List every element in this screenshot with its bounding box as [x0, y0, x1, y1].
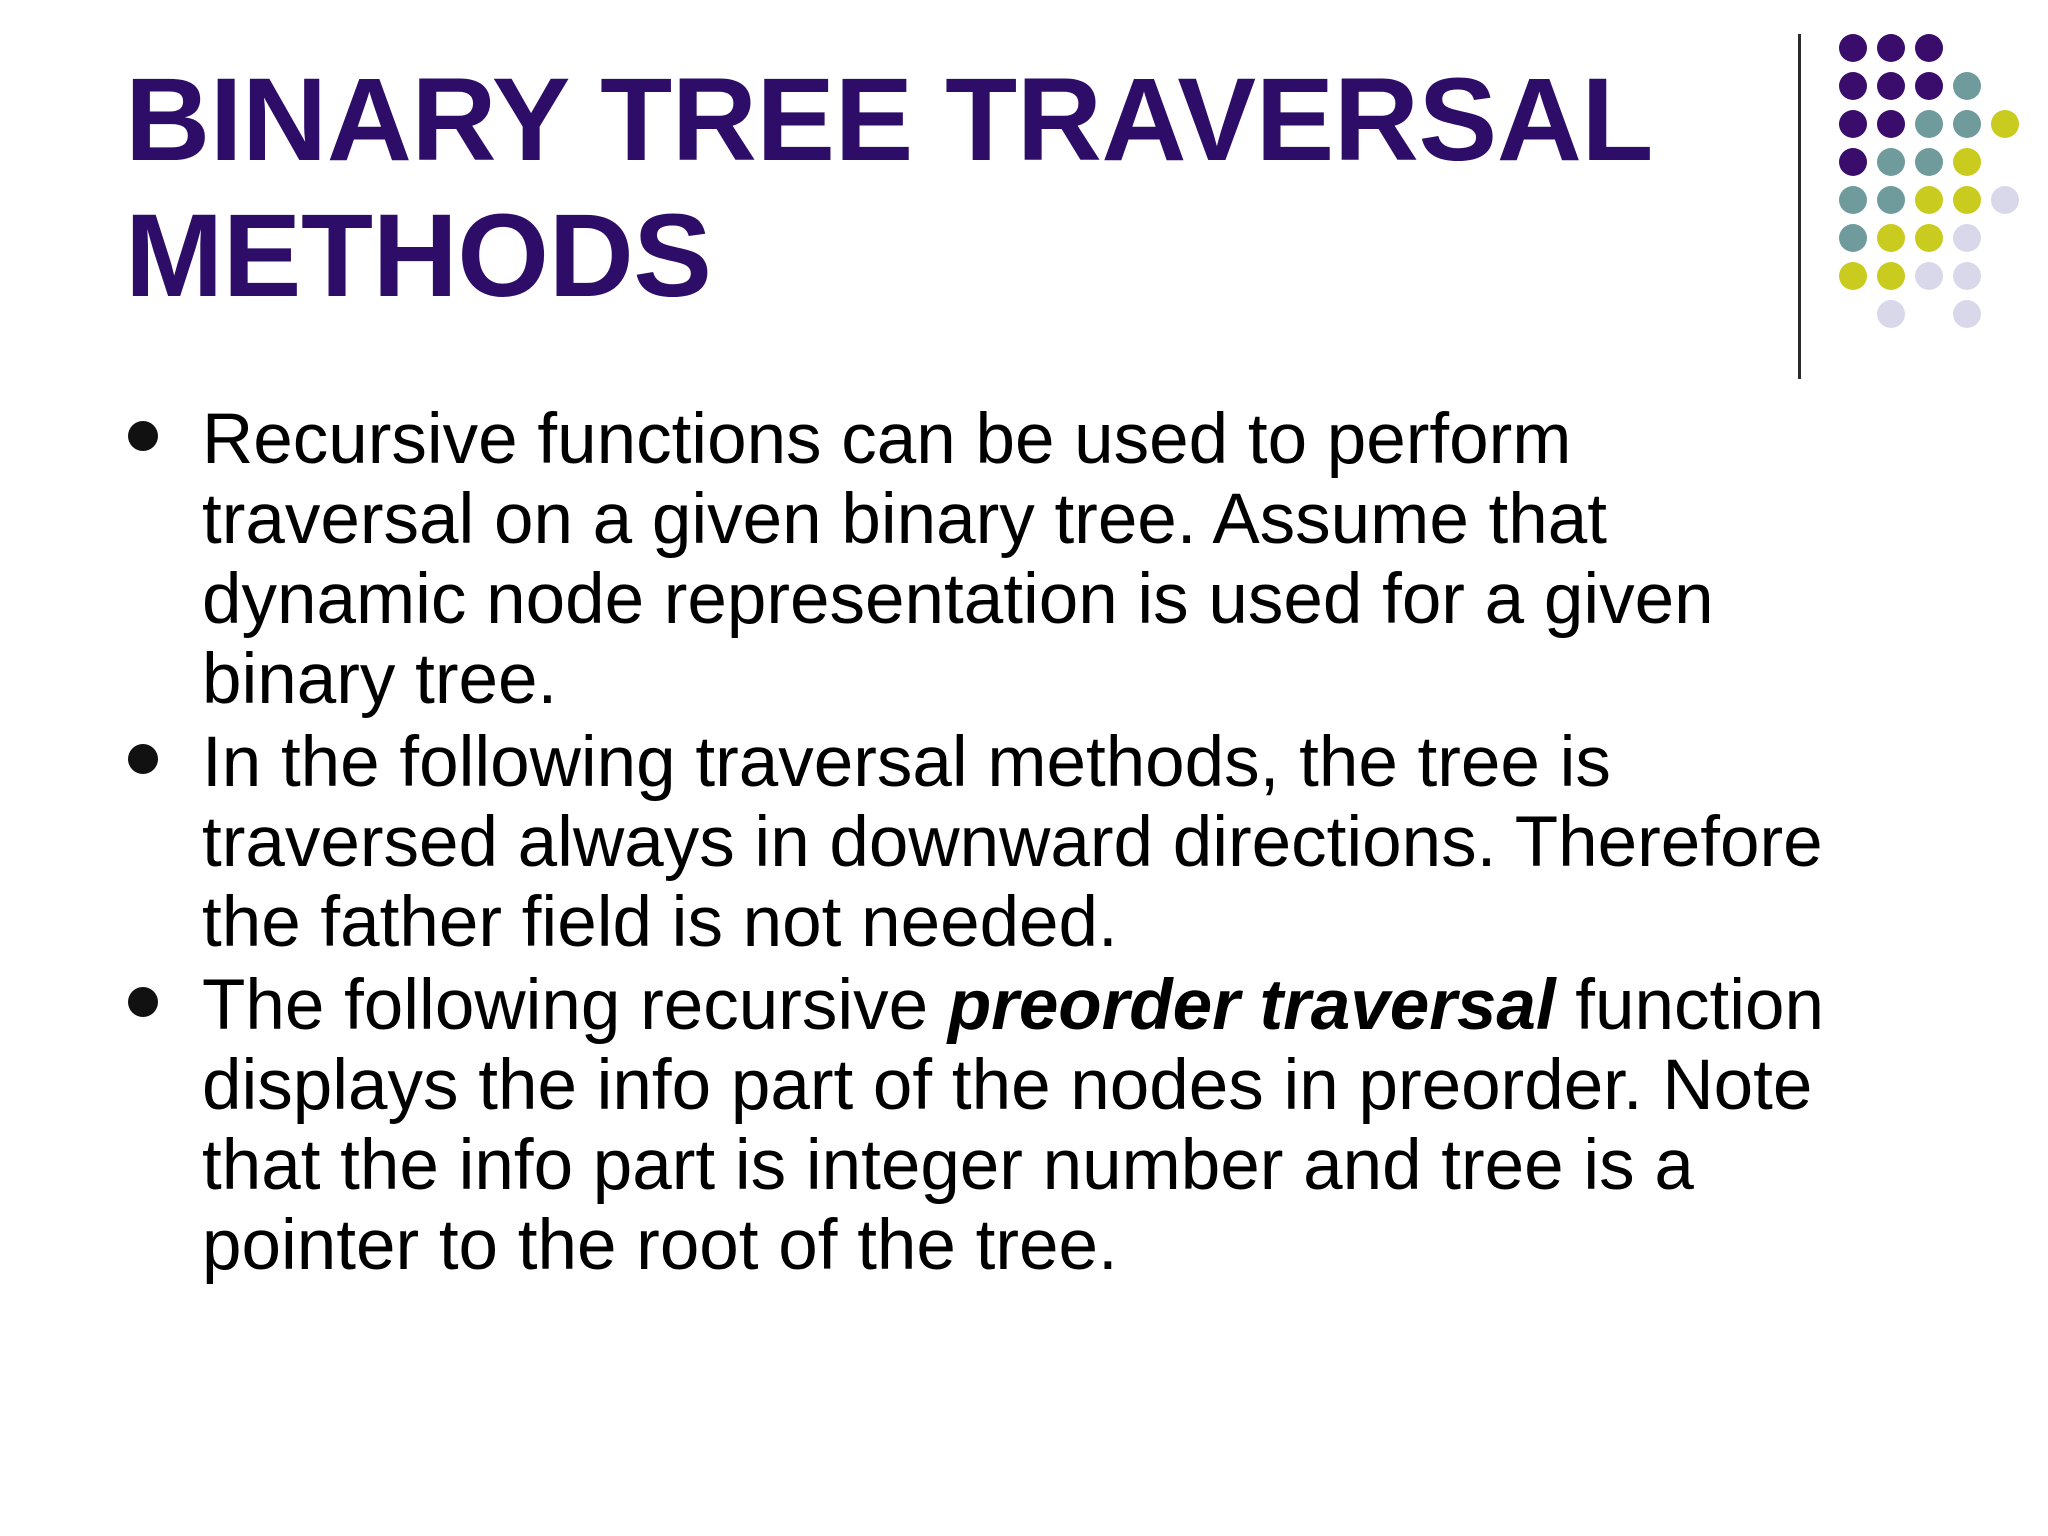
decorative-dot: [1915, 224, 1943, 252]
bullet-line: the father field is not needed.: [202, 883, 1118, 962]
bullet-line: that the info part is integer number and tree is a: [202, 1126, 1694, 1205]
bullet-line: dynamic node representation is used for a given: [202, 560, 1714, 639]
bullet-line: [202, 966, 1945, 1046]
decorative-dot: [1839, 224, 1867, 252]
header-divider: [1798, 34, 1801, 379]
decorative-dot: [1991, 110, 2019, 138]
bullet-icon: [128, 744, 158, 774]
slide-title: [125, 52, 1725, 324]
bullet-line: binary tree.: [202, 640, 558, 719]
bullet-text: [202, 723, 1945, 963]
decorative-dot: [1877, 110, 1905, 138]
bullet-item-2: [125, 723, 1945, 963]
decorative-dot: [1953, 224, 1981, 252]
title-line-2: METHODS: [125, 190, 712, 322]
decorative-dot: [1877, 224, 1905, 252]
decorative-dot: [1877, 34, 1905, 62]
decorative-dot: [1953, 110, 1981, 138]
bullet-list: [125, 400, 1945, 1289]
bullet-line: Recursive functions can be used to perform: [202, 400, 1572, 479]
bullet-line: traversal on a given binary tree. Assume that: [202, 480, 1607, 559]
bullet-line: displays the info part of the nodes in preorder. Note: [202, 1046, 1813, 1125]
bullet-text: [202, 400, 1945, 720]
bullet-line: traversed always in downward directions. Therefore: [202, 803, 1823, 882]
decorative-dot: [1915, 110, 1943, 138]
decorative-dot: [1839, 110, 1867, 138]
decorative-dot: [1839, 262, 1867, 290]
decorative-dot: [1953, 148, 1981, 176]
decorative-dot: [1915, 262, 1943, 290]
decorative-dot: [1915, 72, 1943, 100]
decorative-dot: [1915, 148, 1943, 176]
emphasis-preorder-traversal: preorder traversal: [947, 966, 1556, 1045]
decorative-dot: [1953, 262, 1981, 290]
decorative-dot: [1839, 72, 1867, 100]
decorative-dot: [1991, 186, 2019, 214]
decorative-dot: [1877, 186, 1905, 214]
decorative-dot: [1915, 186, 1943, 214]
decorative-dot: [1953, 186, 1981, 214]
decorative-dot: [1877, 72, 1905, 100]
decorative-dot: [1839, 186, 1867, 214]
bullet-line: pointer to the root of the tree.: [202, 1206, 1118, 1285]
bullet-line: In the following traversal methods, the tree is: [202, 723, 1611, 802]
decorative-dot: [1877, 300, 1905, 328]
bullet-icon: [128, 421, 158, 451]
decorative-dot: [1953, 72, 1981, 100]
bullet-text-run: function: [1555, 966, 1824, 1045]
bullet-item-1: [125, 400, 1945, 720]
decorative-dot: [1877, 148, 1905, 176]
decorative-dot: [1839, 148, 1867, 176]
title-line-1: BINARY TREE TRAVERSAL: [125, 54, 1653, 186]
bullet-item-3: [125, 966, 1945, 1286]
bullet-icon: [128, 987, 158, 1017]
bullet-text: [202, 966, 1945, 1286]
decorative-dot: [1877, 262, 1905, 290]
bullet-text-run: The following recursive: [202, 966, 948, 1045]
decorative-dot: [1839, 34, 1867, 62]
decorative-dot: [1915, 34, 1943, 62]
decorative-dot: [1953, 300, 1981, 328]
